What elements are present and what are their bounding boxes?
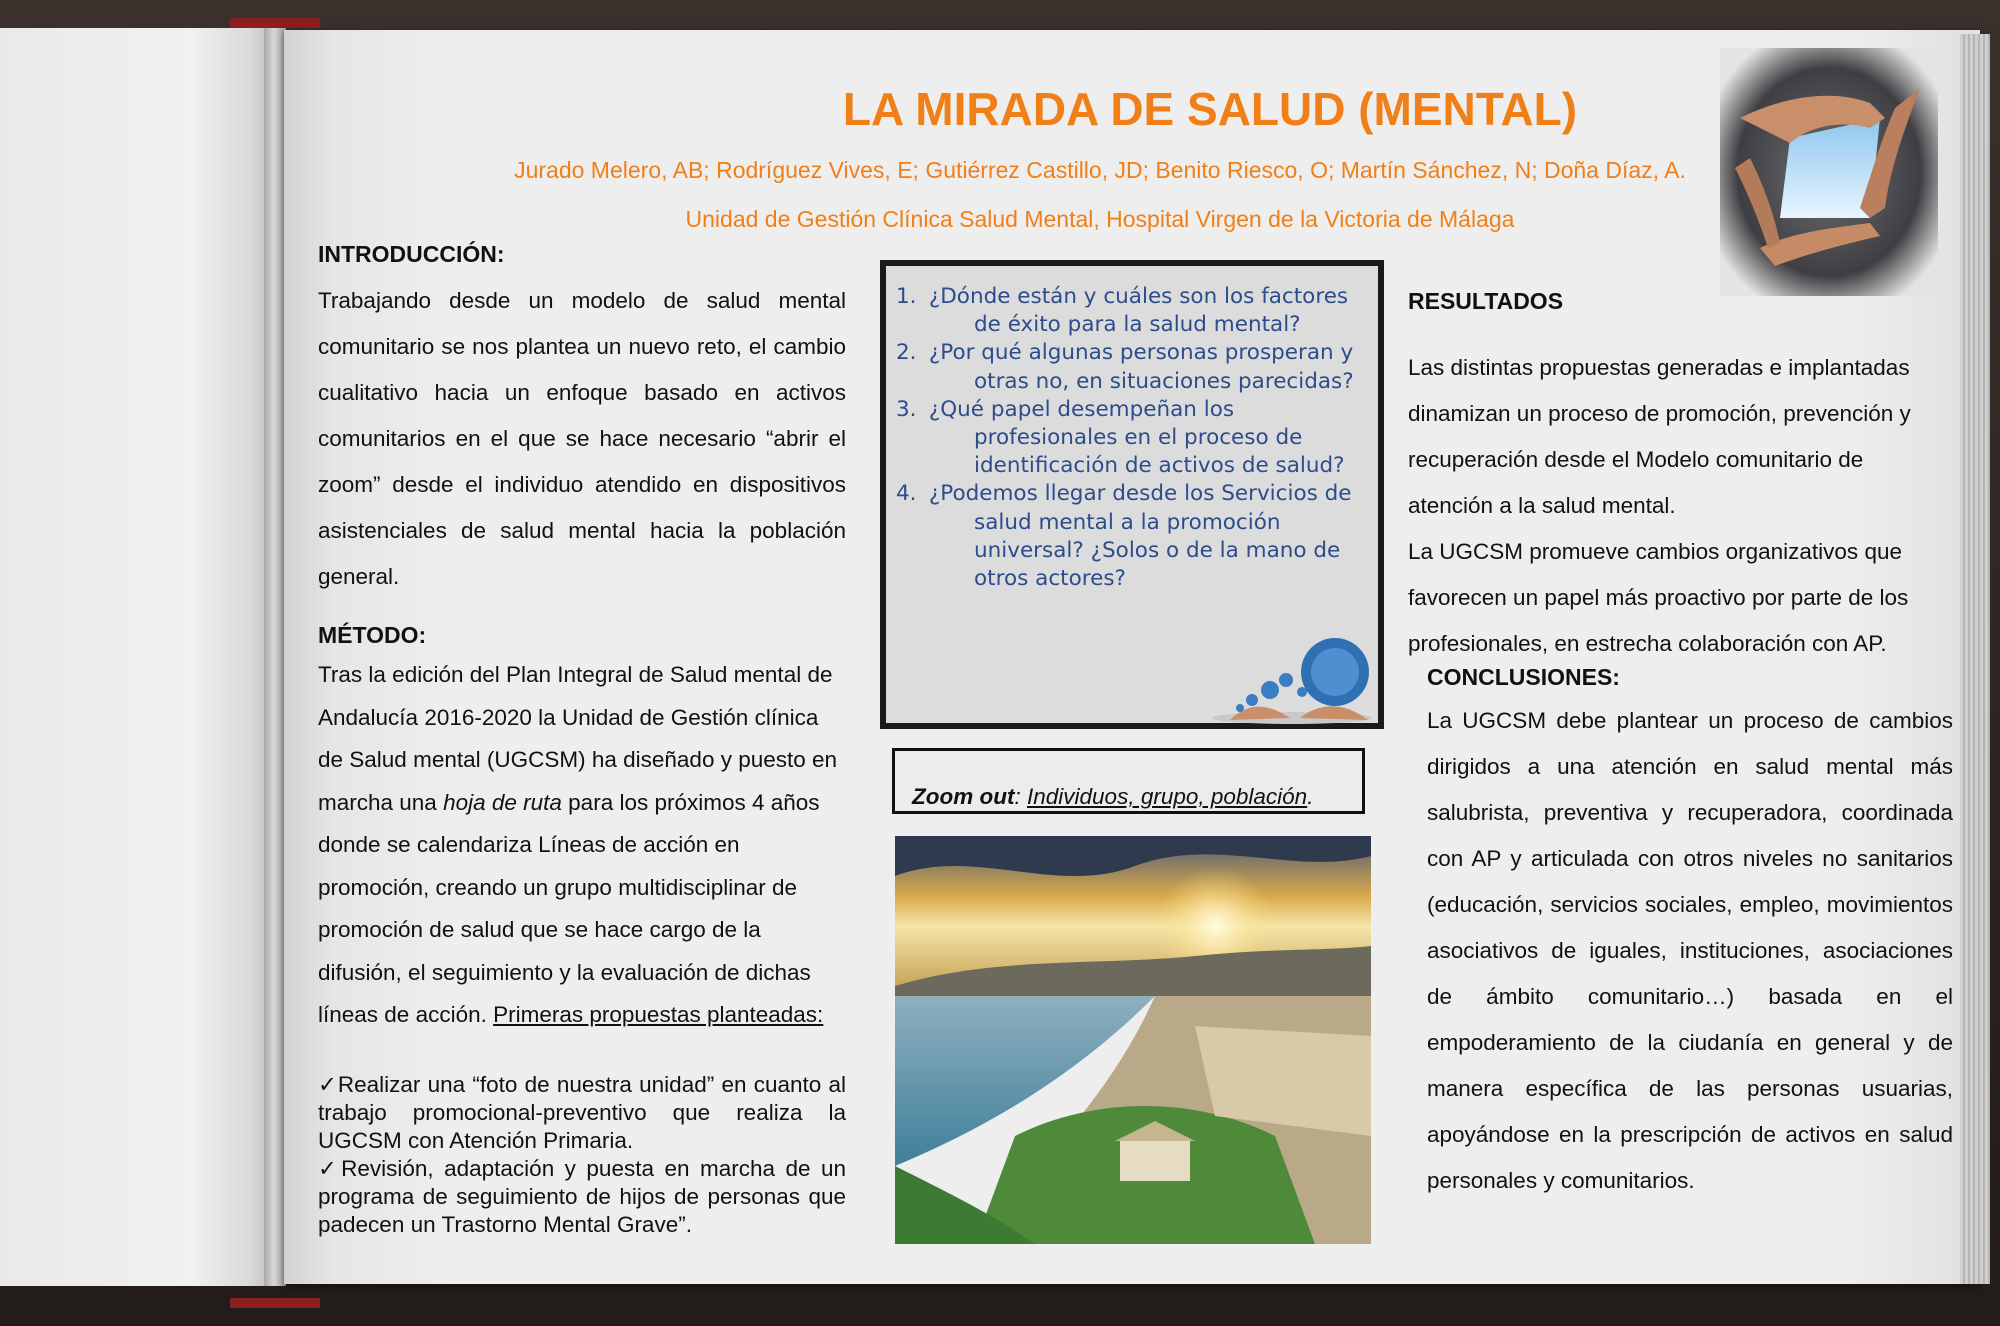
check-mark-icon: ✓: [318, 1156, 342, 1181]
zoom-out-separator: :: [1014, 784, 1027, 809]
zoom-out-levels: Individuos, grupo, población: [1027, 784, 1308, 809]
conclusiones-text: La UGCSM debe plantear un proceso de cambios dirigidos a una atención en salud mental más salubrista, preventiva y recuperadora, coordinada con AP y articulada con otros niveles no sanitarios (educación, servicios sociales, empleo, movimientos asociativos de iguales, instituciones, asociaciones de ámbito comunitario…) basada en el empoderamiento de la ciudanía en general y de manera específica de las personas usuarias, apoyándose en la prescripción de activos en salud personales y comunitarios.: [1427, 708, 1953, 1193]
metodo-text: [318, 654, 846, 1037]
bookmark-ribbon-bottom: [230, 1298, 320, 1308]
check-mark-icon: ✓: [318, 1072, 338, 1097]
checklist-item: [318, 1071, 846, 1155]
introduccion-heading: INTRODUCCIÓN:: [318, 241, 505, 267]
zoom-out-end: .: [1307, 784, 1314, 809]
question-number: 2.: [896, 340, 917, 366]
conclusiones-heading: CONCLUSIONES:: [1427, 664, 1620, 690]
question-number: 3.: [896, 396, 917, 422]
question-item: [896, 480, 1366, 593]
authors-line: Jurado Melero, AB; Rodríguez Vives, E; Gutiérrez Castillo, JD; Benito Riesco, O; Martín Sánchez, N; Doña Díaz, A.: [514, 157, 1686, 183]
question-number: 4.: [896, 481, 917, 507]
questions-list: [896, 283, 1366, 593]
resultados-paragraph-1: Las distintas propuestas generadas e implantadas dinamizan un proceso de promoción, prevención y recuperación desde el Modelo comunitario de atención a la salud mental.: [1408, 355, 1911, 518]
metodo-heading: MÉTODO:: [318, 622, 427, 648]
question-text: ¿Qué papel desempeñan los profesionales en el proceso de identificación de activos de salud?: [928, 396, 1345, 479]
brain-gears-illustration: [1210, 630, 1375, 725]
resultados-heading: RESULTADOS: [1408, 288, 1564, 314]
metodo-hoja-de-ruta: hoja de ruta: [443, 789, 562, 815]
question-item: [896, 396, 1366, 481]
zoom-out-label: Zoom out: [912, 784, 1015, 809]
checklist-item: [318, 1155, 846, 1239]
book-page-edges: [1960, 34, 1990, 1284]
checklist-item-text: Revisión, adaptación y puesta en marcha de un programa de seguimiento de hijos de personas que padecen un Trastorno Mental Grave”.: [318, 1156, 846, 1237]
poster-title: LA MIRADA DE SALUD (MENTAL): [842, 83, 1578, 135]
metodo-text-part1: Tras la edición del Plan Integral de Salud mental de Andalucía 2016-2020 la Unidad de Gestión clínica de Salud mental (UGCSM) ha diseñado y puesto en marcha una: [318, 662, 838, 815]
book-left-page: [0, 28, 272, 1286]
introduccion-text: Trabajando desde un modelo de salud mental comunitario se nos plantea un nuevo reto, el cambio cualitativo hacia un enfoque basado en activos comunitarios en el que se hace necesario “abrir el zoom” desde el individuo atendido en dispositivos asistenciales de salud mental hacia la población general.: [318, 288, 846, 589]
question-text: ¿Podemos llegar desde los Servicios de salud mental a la promoción universal? ¿Solos o de la mano de otros actores?: [928, 481, 1352, 592]
question-item: [896, 339, 1366, 395]
resultados-paragraph-2: La UGCSM promueve cambios organizativos que favorecen un papel más proactivo por parte de los profesionales, en estrecha colaboración con AP.: [1408, 539, 1909, 656]
affiliation-line: Unidad de Gestión Clínica Salud Mental, Hospital Virgen de la Victoria de Málaga: [685, 206, 1515, 232]
zoom-out-text: [912, 784, 1313, 810]
metodo-text-part2: para los próximos 4 años donde se calendariza Líneas de acción en promoción, creando un grupo multidisciplinar de promoción de salud que se hace cargo de la difusión, el seguimiento y la evaluación de dichas líneas de acción.: [318, 789, 820, 1027]
question-text: ¿Por qué algunas personas prosperan y otras no, en situaciones parecidas?: [928, 340, 1354, 394]
malaga-city-photo: [895, 836, 1371, 1244]
metodo-propuestas-label: Primeras propuestas planteadas:: [493, 1002, 824, 1027]
resultados-text: [1408, 345, 1938, 667]
book-spine: [264, 28, 286, 1286]
metodo-checklist: [318, 1071, 846, 1239]
hands-frame-photo: [1720, 48, 1938, 296]
question-number: 1.: [896, 284, 917, 309]
checklist-item-text: Realizar una “foto de nuestra unidad” en cuanto al trabajo promocional-preventivo que realiza la UGCSM con Atención Primaria.: [318, 1072, 846, 1153]
question-item: [896, 283, 1366, 339]
question-text: ¿Dónde están y cuáles son los factores de éxito para la salud mental?: [928, 284, 1349, 338]
bookmark-ribbon-top: [230, 18, 320, 28]
